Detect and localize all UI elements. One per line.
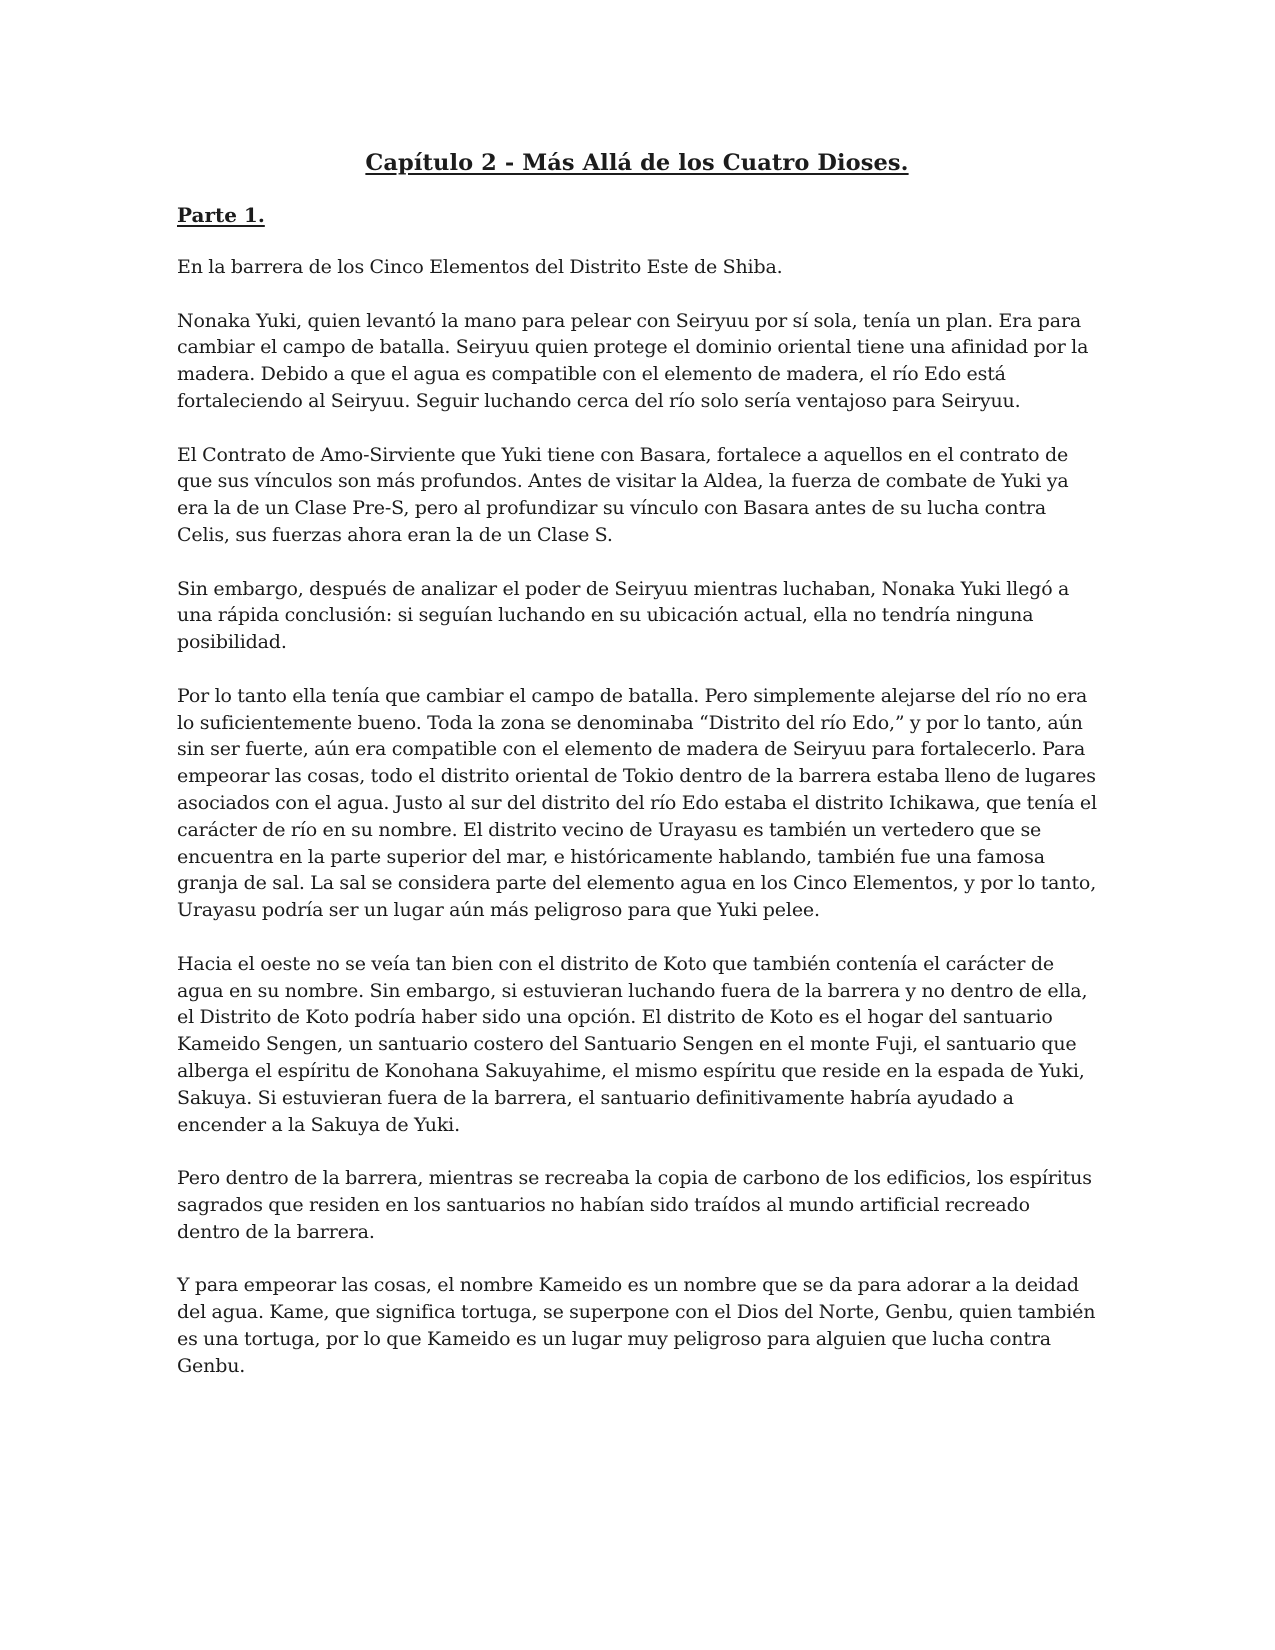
paragraph-5: Por lo tanto ella tenía que cambiar el campo de batalla. Pero simplemente alejarse del río no era lo suficientemente bueno. Toda la zona se denominaba “Distrito del río Edo,” y por lo tanto, aún sin ser fuerte, aún era compatible con el elemento de madera de Seiryuu para fortalecerlo. Para empeorar las cosas, todo el distrito oriental de Tokio dentro de la barrera estaba lleno de lugares asociados con el agua. Justo al sur del distrito del río Edo estaba el distrito Ichikawa, que tenía el carácter de río en su nombre. El distrito vecino de Urayasu es también un vertedero que se encuentra en la parte superior del mar, e históricamente hablando, también fue una famosa granja de sal. La sal se considera parte del elemento agua en los Cinco Elementos, y por lo tanto, Urayasu podría ser un lugar aún más peligroso para que Yuki pelee.: [177, 684, 1097, 922]
chapter-title: Capítulo 2 - Más Allá de los Cuatro Dioses.: [365, 150, 909, 176]
paragraph-8: Y para empeorar las cosas, el nombre Kameido es un nombre que se da para adorar a la deidad del agua. Kame, que significa tortuga, se superpone con el Dios del Norte, Genbu, quien también es una tortuga, por lo que Kameido es un lugar muy peligroso para alguien que lucha contra Genbu.: [177, 1274, 1096, 1377]
paragraph-3: El Contrato de Amo-Sirviente que Yuki tiene con Basara, fortalece a aquellos en el contrato de que sus vínculos son más profundos. Antes de visitar la Aldea, la fuerza de combate de Yuki ya era la de un Clase Pre-S, pero al profundizar su vínculo con Basara antes de su lucha contra Celis, sus fuerzas ahora eran la de un Clase S.: [177, 443, 1069, 546]
paragraph-6: Hacia el oeste no se veía tan bien con el distrito de Koto que también contenía el carácter de agua en su nombre. Sin embargo, si estuvieran luchando fuera de la barrera y no dentro de ella, el Distrito de Koto podría haber sido una opción. El distrito de Koto es el hogar del santuario Kameido Sengen, un santuario costero del Santuario Sengen en el monte Fuji, el santuario que alberga el espíritu de Konohana Sakuyahime, el mismo espíritu que reside en la espada de Yuki, Sakuya. Si estuvieran fuera de la barrera, el santuario definitivamente habría ayudado a encender a la Sakuya de Yuki.: [177, 952, 1088, 1136]
document-body: [177, 148, 1097, 1406]
paragraph-4: Sin embargo, después de analizar el poder de Seiryuu mientras luchaban, Nonaka Yuki llegó a una rápida conclusión: si seguían luchando en su ubicación actual, ella no tendría ninguna posibilidad.: [177, 577, 1070, 654]
paragraph-1: En la barrera de los Cinco Elementos del Distrito Este de Shiba.: [177, 256, 783, 278]
paragraph-2: Nonaka Yuki, quien levantó la mano para pelear con Seiryuu por sí sola, tenía un plan. Era para cambiar el campo de batalla. Seiryuu quien protege el dominio oriental tiene una afinidad por la madera. Debido a que el agua es compatible con el elemento de madera, el río Edo está fortaleciendo al Seiryuu. Seguir luchando cerca del río solo sería ventajoso para Seiryuu.: [177, 309, 1089, 412]
part-heading: Parte 1.: [177, 203, 265, 227]
paragraph-7: Pero dentro de la barrera, mientras se recreaba la copia de carbono de los edificios, los espíritus sagrados que residen en los santuarios no habían sido traídos al mundo artificial recreado dentro de la barrera.: [177, 1167, 1092, 1243]
